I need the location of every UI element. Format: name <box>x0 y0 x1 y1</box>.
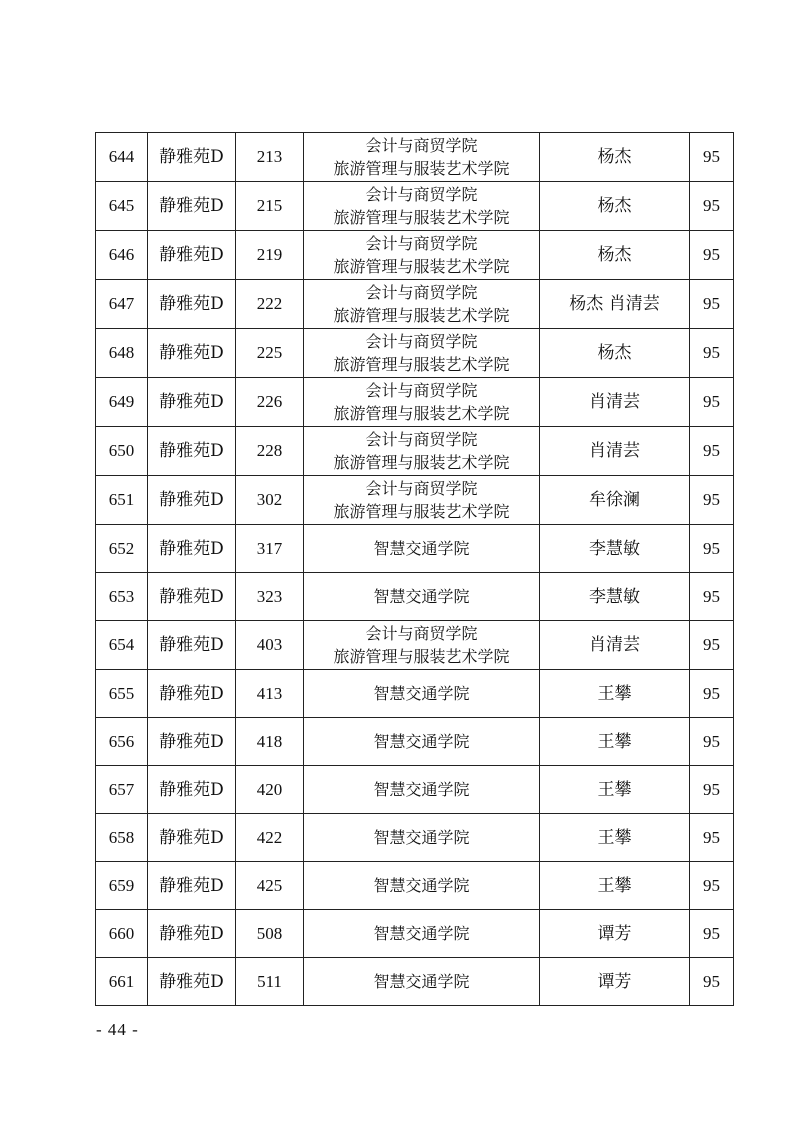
row-number-cell: 645 <box>96 182 148 231</box>
room-number-cell: 418 <box>236 718 304 766</box>
college-cell <box>304 378 540 427</box>
score-cell: 95 <box>690 814 734 862</box>
building-cell: 静雅苑D <box>148 476 236 525</box>
college-cell <box>304 573 540 621</box>
teacher-cell: 谭芳 <box>540 910 690 958</box>
table-row <box>96 718 734 766</box>
row-number-cell: 654 <box>96 621 148 670</box>
table-row <box>96 814 734 862</box>
teacher-cell: 李慧敏 <box>540 525 690 573</box>
building-cell: 静雅苑D <box>148 280 236 329</box>
room-number-cell: 511 <box>236 958 304 1006</box>
row-number-cell: 655 <box>96 670 148 718</box>
college-cell <box>304 766 540 814</box>
college-name: 旅游管理与服装艺术学院 <box>333 453 510 472</box>
row-number-cell: 652 <box>96 525 148 573</box>
building-cell: 静雅苑D <box>148 231 236 280</box>
teacher-cell: 杨杰 <box>540 329 690 378</box>
college-name: 旅游管理与服装艺术学院 <box>333 306 510 325</box>
college-name: 会计与商贸学院 <box>365 624 478 643</box>
college-name: 智慧交通学院 <box>373 828 470 847</box>
page-number: - 44 - <box>96 1020 139 1039</box>
college-name: 会计与商贸学院 <box>365 430 478 449</box>
room-number-cell: 222 <box>236 280 304 329</box>
table-row <box>96 427 734 476</box>
room-number-cell: 215 <box>236 182 304 231</box>
college-cell <box>304 329 540 378</box>
college-cell <box>304 476 540 525</box>
table-row <box>96 670 734 718</box>
building-cell: 静雅苑D <box>148 910 236 958</box>
row-number-cell: 648 <box>96 329 148 378</box>
teacher-cell: 李慧敏 <box>540 573 690 621</box>
room-number-cell: 403 <box>236 621 304 670</box>
college-name: 会计与商贸学院 <box>365 283 478 302</box>
building-cell: 静雅苑D <box>148 718 236 766</box>
room-number-cell: 213 <box>236 133 304 182</box>
score-cell: 95 <box>690 427 734 476</box>
college-name: 会计与商贸学院 <box>365 234 478 253</box>
score-cell: 95 <box>690 378 734 427</box>
table-row <box>96 958 734 1006</box>
college-name: 会计与商贸学院 <box>365 381 478 400</box>
college-cell <box>304 910 540 958</box>
table-row <box>96 766 734 814</box>
college-cell <box>304 958 540 1006</box>
building-cell: 静雅苑D <box>148 814 236 862</box>
table-row <box>96 862 734 910</box>
teacher-cell: 王攀 <box>540 670 690 718</box>
score-cell: 95 <box>690 231 734 280</box>
table-row <box>96 280 734 329</box>
college-cell <box>304 862 540 910</box>
row-number-cell: 660 <box>96 910 148 958</box>
room-number-cell: 317 <box>236 525 304 573</box>
building-cell: 静雅苑D <box>148 427 236 476</box>
row-number-cell: 647 <box>96 280 148 329</box>
teacher-cell: 杨杰 肖清芸 <box>540 280 690 329</box>
room-number-cell: 226 <box>236 378 304 427</box>
college-name: 会计与商贸学院 <box>365 136 478 155</box>
score-cell: 95 <box>690 476 734 525</box>
college-name: 智慧交通学院 <box>373 684 470 703</box>
college-name: 智慧交通学院 <box>373 972 470 991</box>
college-cell <box>304 427 540 476</box>
college-name: 旅游管理与服装艺术学院 <box>333 502 510 521</box>
score-cell: 95 <box>690 910 734 958</box>
row-number-cell: 661 <box>96 958 148 1006</box>
score-cell: 95 <box>690 958 734 1006</box>
teacher-cell: 肖清芸 <box>540 621 690 670</box>
college-name: 旅游管理与服装艺术学院 <box>333 257 510 276</box>
room-number-cell: 228 <box>236 427 304 476</box>
table-row <box>96 231 734 280</box>
room-number-cell: 508 <box>236 910 304 958</box>
college-cell <box>304 133 540 182</box>
score-cell: 95 <box>690 573 734 621</box>
table-body <box>96 133 734 1006</box>
building-cell: 静雅苑D <box>148 378 236 427</box>
table-row <box>96 133 734 182</box>
teacher-cell: 杨杰 <box>540 182 690 231</box>
table-row <box>96 476 734 525</box>
building-cell: 静雅苑D <box>148 958 236 1006</box>
row-number-cell: 656 <box>96 718 148 766</box>
table-row <box>96 621 734 670</box>
score-cell: 95 <box>690 525 734 573</box>
row-number-cell: 649 <box>96 378 148 427</box>
teacher-cell: 杨杰 <box>540 133 690 182</box>
teacher-cell: 王攀 <box>540 862 690 910</box>
college-name: 会计与商贸学院 <box>365 185 478 204</box>
table-row <box>96 329 734 378</box>
row-number-cell: 657 <box>96 766 148 814</box>
college-cell <box>304 280 540 329</box>
college-name: 旅游管理与服装艺术学院 <box>333 404 510 423</box>
college-cell <box>304 231 540 280</box>
room-number-cell: 225 <box>236 329 304 378</box>
room-number-cell: 413 <box>236 670 304 718</box>
college-name: 会计与商贸学院 <box>365 479 478 498</box>
college-cell <box>304 670 540 718</box>
teacher-cell: 王攀 <box>540 766 690 814</box>
row-number-cell: 651 <box>96 476 148 525</box>
college-cell <box>304 621 540 670</box>
room-number-cell: 323 <box>236 573 304 621</box>
building-cell: 静雅苑D <box>148 573 236 621</box>
score-cell: 95 <box>690 862 734 910</box>
row-number-cell: 650 <box>96 427 148 476</box>
table-row <box>96 525 734 573</box>
college-name: 智慧交通学院 <box>373 539 470 558</box>
teacher-cell: 牟徐澜 <box>540 476 690 525</box>
building-cell: 静雅苑D <box>148 670 236 718</box>
college-name: 旅游管理与服装艺术学院 <box>333 647 510 666</box>
row-number-cell: 658 <box>96 814 148 862</box>
room-number-cell: 219 <box>236 231 304 280</box>
table-row <box>96 573 734 621</box>
score-cell: 95 <box>690 621 734 670</box>
college-name: 旅游管理与服装艺术学院 <box>333 159 510 178</box>
building-cell: 静雅苑D <box>148 862 236 910</box>
building-cell: 静雅苑D <box>148 766 236 814</box>
college-cell <box>304 525 540 573</box>
college-name: 智慧交通学院 <box>373 780 470 799</box>
college-cell <box>304 718 540 766</box>
room-number-cell: 302 <box>236 476 304 525</box>
table-row <box>96 182 734 231</box>
college-name: 旅游管理与服装艺术学院 <box>333 208 510 227</box>
score-cell: 95 <box>690 182 734 231</box>
score-cell: 95 <box>690 329 734 378</box>
college-name: 智慧交通学院 <box>373 587 470 606</box>
score-cell: 95 <box>690 718 734 766</box>
row-number-cell: 646 <box>96 231 148 280</box>
building-cell: 静雅苑D <box>148 329 236 378</box>
room-number-cell: 425 <box>236 862 304 910</box>
table-row <box>96 378 734 427</box>
table-row <box>96 910 734 958</box>
teacher-cell: 肖清芸 <box>540 378 690 427</box>
row-number-cell: 644 <box>96 133 148 182</box>
teacher-cell: 肖清芸 <box>540 427 690 476</box>
building-cell: 静雅苑D <box>148 525 236 573</box>
building-cell: 静雅苑D <box>148 182 236 231</box>
row-number-cell: 653 <box>96 573 148 621</box>
score-cell: 95 <box>690 280 734 329</box>
room-number-cell: 420 <box>236 766 304 814</box>
college-name: 会计与商贸学院 <box>365 332 478 351</box>
building-cell: 静雅苑D <box>148 133 236 182</box>
college-name: 智慧交通学院 <box>373 732 470 751</box>
college-cell <box>304 814 540 862</box>
row-number-cell: 659 <box>96 862 148 910</box>
score-cell: 95 <box>690 670 734 718</box>
score-cell: 95 <box>690 133 734 182</box>
teacher-cell: 王攀 <box>540 718 690 766</box>
building-cell: 静雅苑D <box>148 621 236 670</box>
room-number-cell: 422 <box>236 814 304 862</box>
teacher-cell: 王攀 <box>540 814 690 862</box>
college-name: 智慧交通学院 <box>373 876 470 895</box>
score-cell: 95 <box>690 766 734 814</box>
teacher-cell: 杨杰 <box>540 231 690 280</box>
dormitory-score-table <box>95 132 734 1006</box>
college-name: 旅游管理与服装艺术学院 <box>333 355 510 374</box>
teacher-cell: 谭芳 <box>540 958 690 1006</box>
college-cell <box>304 182 540 231</box>
college-name: 智慧交通学院 <box>373 924 470 943</box>
